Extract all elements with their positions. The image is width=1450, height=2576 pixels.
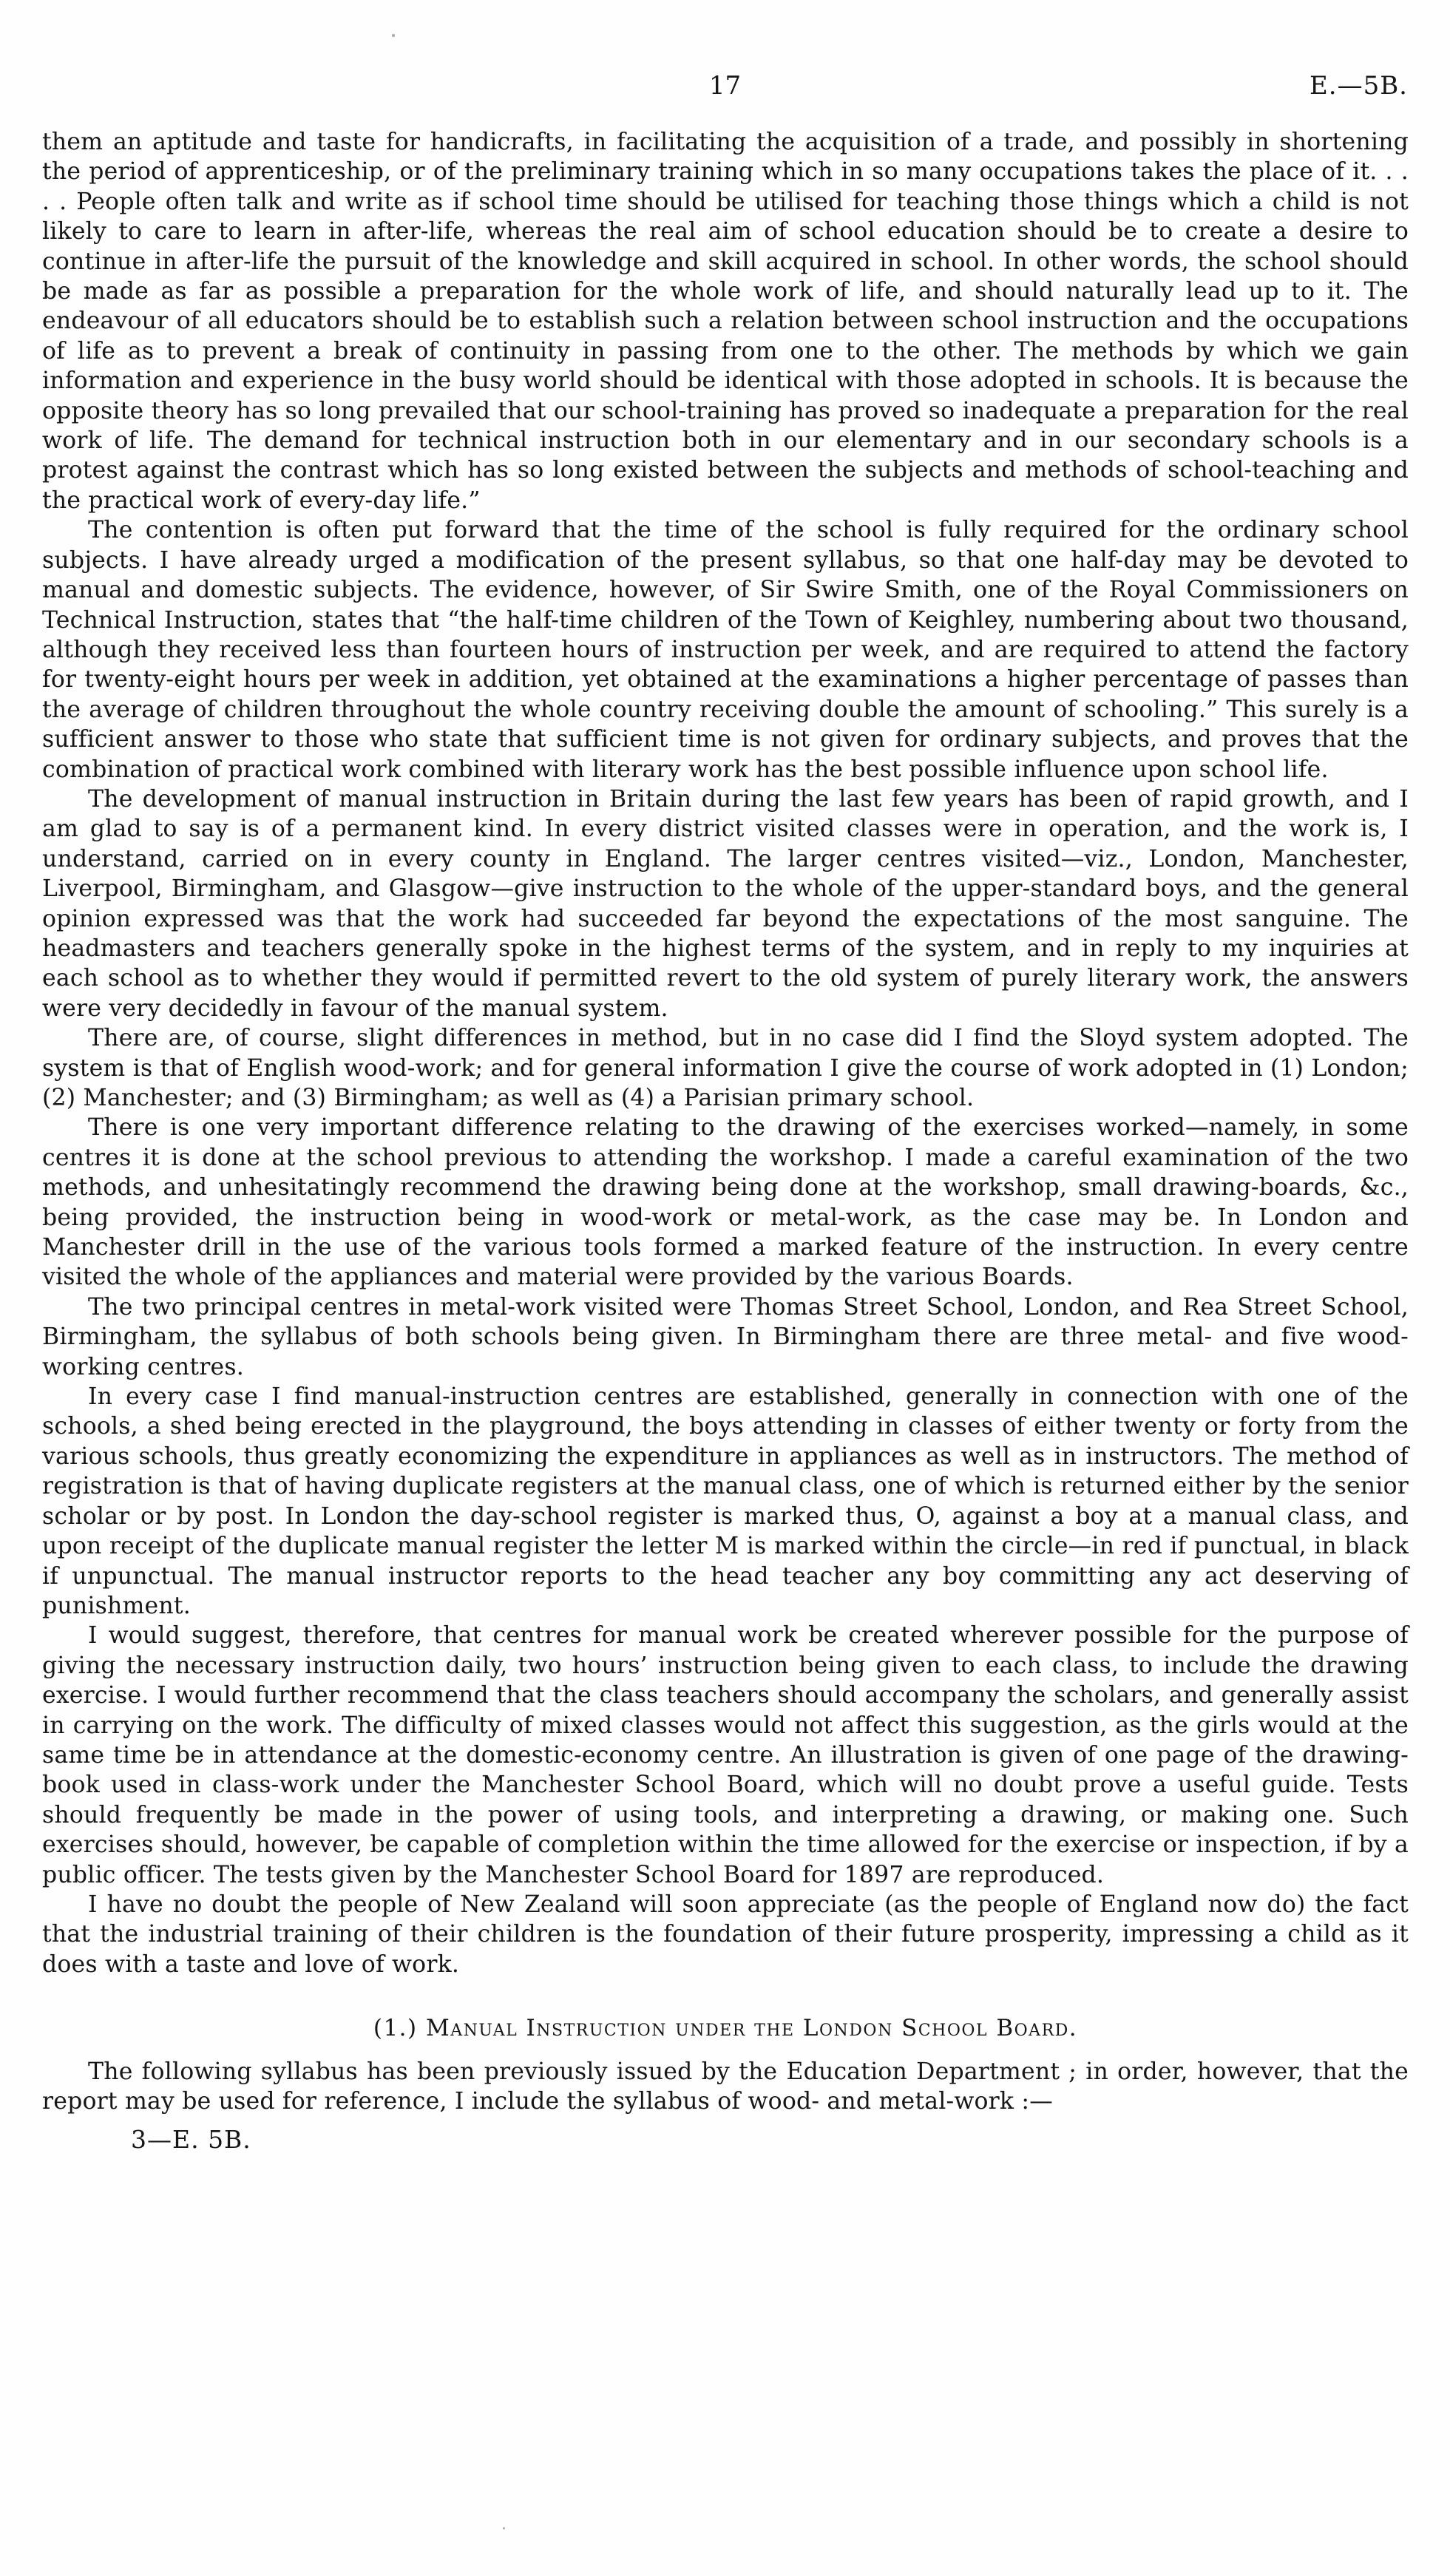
paragraph: In every case I find manual-instruction centres are established, generally in connection with one of the schools, a shed being erected in the playground, the boys attending in classes of either twenty or forty from the various schools, thus greatly economizing the expenditure in appliances as well as in instructors. The method of registration is that of having duplicate registers at the manual class, one of which is returned either by the senior scholar or by post. In London the day-school register is marked thus, O, against a boy at a manual class, and upon receipt of the duplicate manual register the letter M is marked within the circle—in red if punctual, in black if unpunctual. The manual instructor reports to the head teacher any boy committing any act deserving of punishment. <box>42 1383 1409 1619</box>
paragraph: The two principal centres in metal-work visited were Thomas Street School, London, and Rea Street School, Birmingham, the syllabus of both schools being given. In Birmingham there are three metal- and five wood-working centres. <box>42 1293 1409 1380</box>
paragraph: There are, of course, slight differences in method, but in no case did I find the Sloyd system adopted. The system is that of English wood-work; and for general information I give the course of work adopted in (1) London; (2) Manchester; and (3) Birmingham; as well as (4) a Parisian primary school. <box>42 1025 1409 1111</box>
paragraph: The contention is often put forward that the time of the school is fully required for the ordinary school subjects. I have already urged a modification of the present syllabus, so that one half-day may be devoted to manual and domestic subjects. The evidence, however, of Sir Swire Smith, one of the Royal Commissioners on Technical Instruction, states that “the half-time children of the Town of Keighley, numbering about two thousand, although they received less than fourteen hours of instruction per week, and are required to attend the factory for twenty-eight hours per week in addition, yet obtained at the examinations a higher percentage of passes than the average of children throughout the whole country receiving double the amount of schooling.” This surely is a sufficient answer to those who state that sufficient time is not given for ordinary subjects, and proves that the combination of practical work combined with literary work has the best possible influence upon school life. <box>42 517 1409 783</box>
paragraph: There is one very important difference relating to the drawing of the exercises worked—namely, in some centres it is done at the school previous to attending the workshop. I made a careful examination of the two methods, and unhesitatingly recommend the drawing being done at the workshop, small drawing-boards, &c., being provided, the instruction being in wood-work or metal-work, as the case may be. In London and Manchester drill in the use of the various tools formed a marked feature of the instruction. In every centre visited the whole of the appliances and material were provided by the various Boards. <box>42 1114 1409 1291</box>
scan-speck <box>503 2527 505 2529</box>
paragraph: them an aptitude and taste for handicrafts, in facilitating the acquisition of a trade, and possibly in shortening the period of apprenticeship, or of the preliminary training which in so many occupations takes the place of it. . . . . People often talk and write as if school time should be utilised for teaching those things which a child is not likely to care to learn in after-life, whereas the real aim of school education should be to create a desire to continue in after-life the pursuit of the knowledge and skill acquired in school. In other words, the school should be made as far as possible a preparation for the whole work of life, and should naturally lead up to it. The endeavour of all educators should be to establish such a relation between school instruction and the occupations of life as to prevent a break of continuity in passing from one to the other. The methods by which we gain information and experience in the busy world should be identical with those adopted in schools. It is because the opposite theory has so long prevailed that our school-training has proved so inadequate a preparation for the real work of life. The demand for technical instruction both in our elementary and in our secondary schools is a protest against the contrast which has so long existed between the subjects and methods of school-teaching and the practical work of every-day life.” <box>42 129 1409 514</box>
report-body <box>42 127 1409 2155</box>
scan-speck <box>392 34 395 37</box>
paragraph: I would suggest, therefore, that centres for manual work be created wherever possible for the purpose of giving the necessary instruction daily, two hours’ instruction being given to each class, to include the drawing exercise. I would further recommend that the class teachers should accompany the scholars, and generally assist in carrying on the work. The difficulty of mixed classes would not affect this suggestion, as the girls would at the same time be in attendance at the domestic-economy centre. An illustration is given of one page of the drawing-book used in class-work under the Manchester School Board, which will no doubt prove a useful guide. Tests should frequently be made in the power of using tools, and interpreting a drawing, or making one. Such exercises should, however, be capable of completion within the time allowed for the exercise or inspection, if by a public officer. The tests given by the Manchester School Board for 1897 are reproduced. <box>42 1622 1409 1888</box>
section-heading: (1.) Manual Instruction under the London School Board. <box>373 2015 1078 2042</box>
page-number: 17 <box>708 71 742 101</box>
closing-paragraph: The following syllabus has been previously issued by the Education Department ; in order, however, that the report may be used for reference, I include the syllabus of wood- and metal-work :— <box>42 2058 1409 2115</box>
paragraph: The development of manual instruction in Britain during the last few years has been of rapid growth, and I am glad to say is of a permanent kind. In every district visited classes were in operation, and the work is, I understand, carried on in every county in England. The larger centres visited—viz., London, Manchester, Liverpool, Birmingham, and Glasgow—give instruction to the whole of the upper-standard boys, and the general opinion expressed was that the work had succeeded far beyond the expectations of the most sanguine. The headmasters and teachers generally spoke in the highest terms of the system, and in reply to my inquiries at each school as to whether they would if permitted revert to the old system of purely literary work, the answers were very decidedly in favour of the manual system. <box>42 785 1409 1022</box>
document-reference: E.—5B. <box>1309 71 1408 101</box>
printers-mark: 3—E. 5B. <box>131 2125 251 2155</box>
page-header <box>42 71 1408 108</box>
paragraph: I have no doubt the people of New Zealand will soon appreciate (as the people of England now do) the fact that the industrial training of their children is the foundation of their future prosperity, impressing a child as it does with a taste and love of work. <box>42 1891 1409 1978</box>
report-paragraphs <box>42 127 1409 1979</box>
